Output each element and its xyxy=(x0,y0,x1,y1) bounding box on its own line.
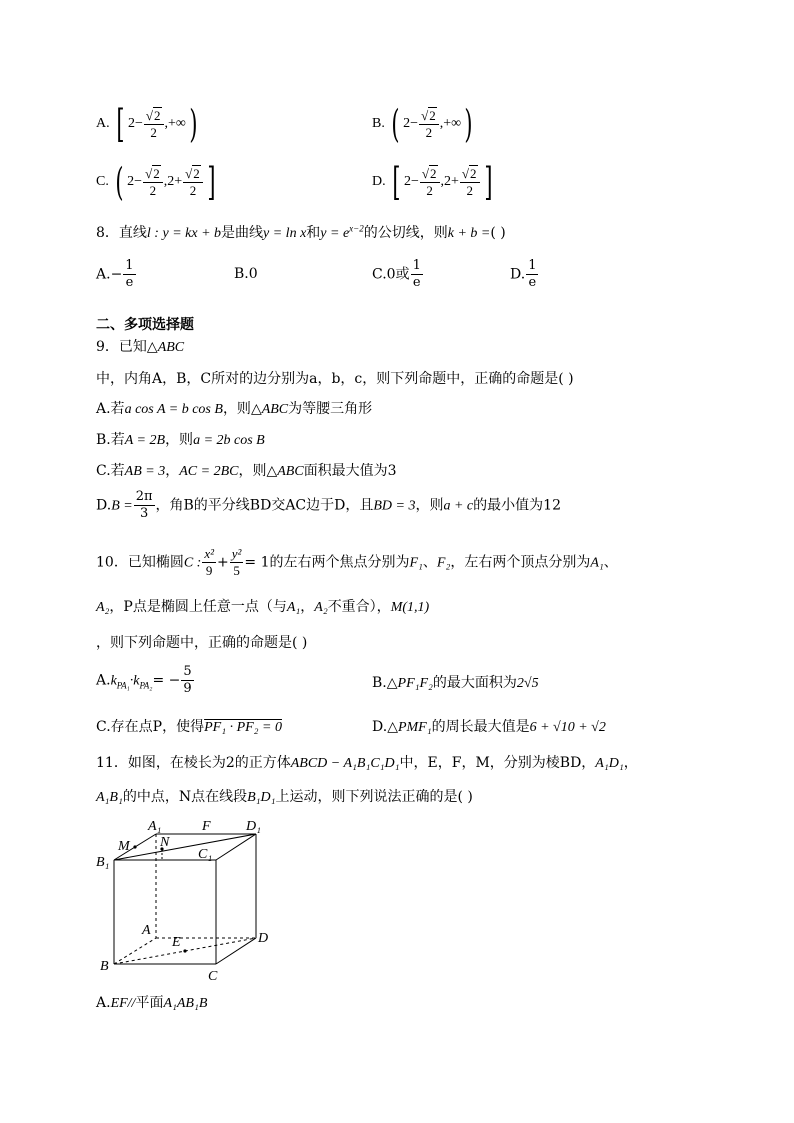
point-e xyxy=(183,949,186,952)
q11-stem-line2: A₁B₁的中点，N点在线段B₁D₁上运动，则下列说法正确的是( ) xyxy=(96,789,473,805)
label-a1: A₁ xyxy=(148,819,162,834)
q9-stem-line2: 中，内角A，B，C所对的边分别为a，b，c，则下列命题中，正确的命题是( ) xyxy=(96,371,574,387)
point-m xyxy=(133,845,136,848)
label-n: N xyxy=(160,835,170,850)
q8-option-d: D. $\frac{1}{e}$ xyxy=(510,258,537,290)
q9-option-d: D.B = $\frac{2\pi}{3}$ ，角B的平分线BD交AC边于D，且BD = 3，则a + c的最小值为12 xyxy=(96,489,561,521)
label-b: B xyxy=(100,959,109,974)
label-b1: B₁ xyxy=(96,855,110,870)
q7-option-a: A. [ 2− $\frac{√2}{2}$ ,+∞) xyxy=(96,102,198,146)
q9-option-a: A.若a cos A = b cos B，则△ABC为等腰三角形 xyxy=(96,401,373,417)
label-d: D xyxy=(258,931,269,946)
q8-stem: 8．直线l : y = kx + b是曲线y = ln x和$y = e^{x-2}$的公切线，则k + b =( ) xyxy=(96,223,506,241)
q8-option-a: A.− $\frac{1}{e}$ xyxy=(96,258,134,290)
q9-option-c: C.若AB = 3，AC = 2BC，则△ABC面积最大值为3 xyxy=(96,463,397,479)
q11-stem-line1: 11．如图，在棱长为2的正方体ABCD − A₁B₁C₁D₁中，E，F，M，分别为棱BD，A₁D₁， xyxy=(96,755,638,771)
label-e: E xyxy=(172,935,181,950)
q10-stem-line2: A₂，P点是椭圆上任意一点（与A₁，A₂不重合），M(1,1) xyxy=(96,599,430,615)
q10-stem-line3: ，则下列命题中，正确的命题是( ) xyxy=(96,635,308,651)
q9-stem-line1: 9．已知△ABC xyxy=(96,339,185,355)
label-a: A xyxy=(142,923,151,938)
q8-option-c: C.0或 $\frac{1}{e}$ xyxy=(372,258,421,290)
label-m: M xyxy=(118,839,130,854)
q9-option-b: B.若A = 2B，则a = 2b cos B xyxy=(96,432,265,448)
q8-option-b: B.0 xyxy=(234,266,258,282)
q7-option-c: C. ( 2− $\frac{√2}{2}$ ,2+ $\frac{√2}{2}$ ] xyxy=(96,160,216,204)
label-d1: D₁ xyxy=(246,819,261,834)
q7-option-b: B. ( 2− $\frac{√2}{2}$ ,+∞) xyxy=(372,102,473,146)
q10-stem-line1: 10．已知椭圆C : $\frac{\text{x²}}{9}$ + $\frac{\text{y²}}{5}$ = 1的左右两个焦点分别为F₁、F₂，左右两个顶点分别为A₁、 xyxy=(96,546,618,578)
q11-option-a: A.EF//平面A₁AB₁B xyxy=(96,995,208,1011)
q10-option-c: C.存在点P，使得PF₁ · PF₂ = 0 xyxy=(96,719,282,735)
label-c1: C₁ xyxy=(198,847,213,862)
q10-option-d: D.△PMF₁的周长最大值是6 + √10 + √2 xyxy=(372,719,606,735)
cube-figure xyxy=(90,812,290,987)
section-heading: 二、多项选择题 xyxy=(96,317,194,333)
label-f: F xyxy=(202,819,211,834)
q10-option-a: $A.k_{PA_1}\cdot k_{PA_2}=$ − $\frac{5}{9}$ xyxy=(96,664,192,696)
q7-option-d: D. [ 2− $\frac{√2}{2}$ ,2+ $\frac{√2}{2}$ ] xyxy=(372,160,493,204)
label-c: C xyxy=(208,969,218,984)
q10-option-b: B.△PF₁F₂的最大面积为2√5 xyxy=(372,675,539,691)
